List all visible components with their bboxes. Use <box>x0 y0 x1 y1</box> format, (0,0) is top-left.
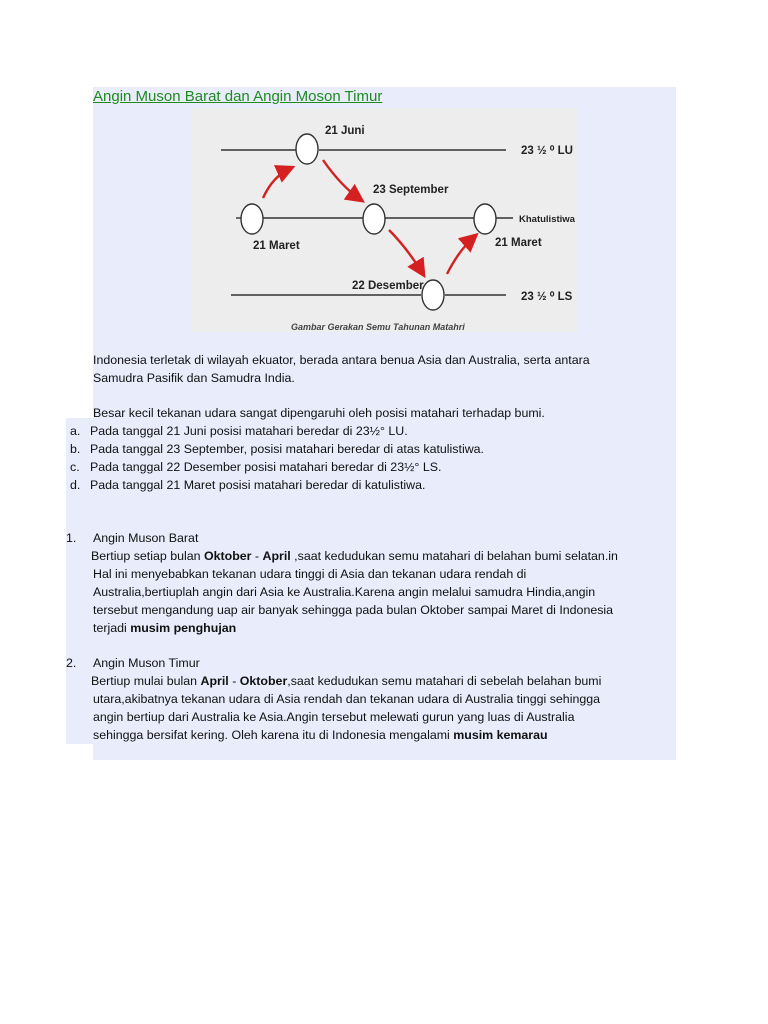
season-penghujan: musim penghujan <box>130 621 237 635</box>
label-lu: 23 ½ ⁰ LU <box>521 145 573 157</box>
intro-line-1: Indonesia terletak di wilayah ekuator, berada antara benua Asia dan Australia, serta antara <box>93 353 590 367</box>
text-span: ,saat kedudukan semu matahari di belahan bumi selatan.in <box>290 549 618 563</box>
text-span: Bertiup mulai bulan <box>91 674 201 688</box>
page-title: Angin Muson Barat dan Angin Moson Timur <box>93 88 383 105</box>
month-oktober: Oktober <box>203 549 252 563</box>
sun-motion-diagram <box>191 108 577 332</box>
muson-barat-line-4: tersebut mengandung uap air banyak sehingga pada bulan Oktober sampai Maret di Indonesia <box>93 603 614 617</box>
text-span: ,saat kedudukan semu matahari di sebelah belahan bumi <box>287 674 602 688</box>
muson-timur-line-3: angin bertiup dari Australia ke Asia.Angin tersebut melewati gurun yang luas di Australia <box>93 710 575 724</box>
season-kemarau: musim kemarau <box>453 728 548 742</box>
list-item: Pada tanggal 21 Maret posisi matahari beredar di katulistiwa. <box>90 478 426 492</box>
arrow-juni-to-september <box>323 160 361 200</box>
text-span: Bertiup setiap bulan <box>91 549 204 563</box>
text-span: sehingga bersifat kering. Oleh karena itu di Indonesia mengalami <box>93 728 454 742</box>
muson-barat-line-5 <box>93 619 236 637</box>
muson-timur-line-2: utara,akibatnya tekanan udara di Asia rendah dan tekanan udara di Australia tinggi sehingga <box>93 692 601 706</box>
list-item: Pada tanggal 23 September, posisi matahari beredar di atas katulistiwa. <box>90 442 484 456</box>
label-desember: 22 Desember <box>352 280 424 292</box>
label-ls: 23 ½ ⁰ LS <box>521 291 573 303</box>
list-marker: c. <box>70 460 80 474</box>
section-heading: Angin Muson Barat <box>93 531 199 545</box>
text-span: - <box>251 549 263 563</box>
muson-barat-line-2: Hal ini menyebabkan tekanan udara tinggi di Asia dan tekanan udara rendah di <box>93 567 527 581</box>
label-maret-left: 21 Maret <box>253 240 300 252</box>
label-juni: 21 Juni <box>325 125 365 137</box>
list-marker: a. <box>70 424 81 438</box>
label-khatulistiwa: Khatulistiwa <box>519 214 575 225</box>
list-item: Pada tanggal 21 Juni posisi matahari beredar di 23½° LU. <box>90 424 408 438</box>
sun-desember <box>422 280 444 310</box>
text-span: terjadi <box>93 621 131 635</box>
intro-line-2: Samudra Pasifik dan Samudra India. <box>93 371 295 385</box>
arrow-maret-to-juni <box>263 168 291 198</box>
sun-maret-left <box>241 204 263 234</box>
section-number: 2. <box>66 656 77 670</box>
sun-maret-right <box>474 204 496 234</box>
muson-timur-line-4 <box>93 726 548 744</box>
month-april: April <box>200 674 229 688</box>
arrow-desember-to-maret <box>447 236 475 274</box>
list-marker: b. <box>70 442 81 456</box>
pressure-intro: Besar kecil tekanan udara sangat dipengaruhi oleh posisi matahari terhadap bumi. <box>93 406 545 420</box>
section-heading: Angin Muson Timur <box>93 656 200 670</box>
month-oktober: Oktober <box>239 674 288 688</box>
sun-juni <box>296 134 318 164</box>
muson-barat-line-3: Australia,bertiuplah angin dari Asia ke Australia.Karena angin melalui samudra Hindia,angin <box>93 585 596 599</box>
month-april: April <box>262 549 291 563</box>
muson-timur-line-1 <box>91 672 601 690</box>
list-item: Pada tanggal 22 Desember posisi matahari beredar di 23½° LS. <box>90 460 442 474</box>
label-maret-right: 21 Maret <box>495 237 542 249</box>
section-number: 1. <box>66 531 77 545</box>
label-september: 23 September <box>373 184 449 196</box>
diagram-caption: Gambar Gerakan Semu Tahunan Matahri <box>291 322 465 332</box>
list-marker: d. <box>70 478 81 492</box>
arrow-september-to-desember <box>389 230 423 274</box>
text-span: - <box>228 674 240 688</box>
sun-september <box>363 204 385 234</box>
muson-barat-line-1 <box>91 547 618 565</box>
